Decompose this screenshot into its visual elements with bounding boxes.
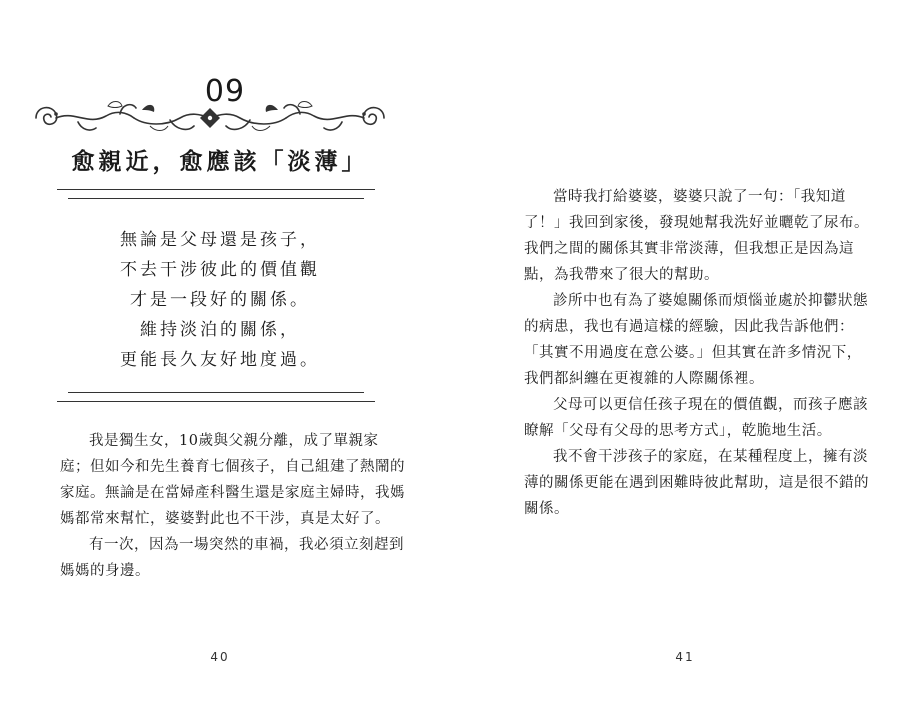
body-line: 媽都常來幫忙，婆婆對此也不干涉，真是太好了。	[60, 511, 390, 527]
chapter-title: 愈親近，愈應該「淡薄」	[71, 149, 369, 175]
quote-rule-upper	[68, 392, 364, 393]
epigraph-quote	[60, 225, 380, 375]
body-line: 診所中也有為了婆媳關係而煩惱並處於抑鬱狀態	[553, 293, 868, 309]
body-line: 的病患，我也有過這樣的經驗，因此我告訴他們：	[524, 319, 854, 335]
page-number: 41	[675, 650, 695, 664]
body-line: 家庭。無論是在當婦產科醫生還是家庭主婦時，我媽	[60, 485, 405, 501]
body-line: 有一次，因為一場突然的車禍，我必須立刻趕到	[89, 537, 404, 553]
body-line: 媽媽的身邊。	[60, 563, 150, 579]
quote-line: 才是一段好的關係。	[130, 290, 310, 310]
floral-scroll-ornament-icon	[30, 96, 390, 138]
body-line: 了！」我回到家後，發現她幫我洗好並曬乾了尿布。	[524, 215, 869, 231]
body-line: 瞭解「父母有父母的思考方式」，乾脆地生活。	[524, 423, 832, 439]
quote-line: 無論是父母還是孩子，	[120, 230, 320, 250]
body-line: 我不會干涉孩子的家庭，在某種程度上，擁有淡	[553, 449, 868, 465]
quote-rule-lower	[57, 401, 375, 402]
body-text-right	[524, 184, 869, 522]
body-line: 我們都糾纏在更複雜的人際關係裡。	[524, 371, 764, 387]
body-line: 薄的關係更能在遇到困難時彼此幫助，這是很不錯的	[524, 475, 869, 491]
title-rule-upper	[57, 189, 375, 190]
body-line: 我是獨生女，10歲與父親分離，成了單親家	[89, 433, 379, 449]
body-text-left	[60, 428, 405, 584]
body-line: 父母可以更信任孩子現在的價值觀，而孩子應該	[553, 397, 868, 413]
chapter-number: 09	[204, 74, 246, 109]
title-rule-lower	[68, 198, 364, 199]
page-number: 40	[210, 650, 230, 664]
body-line: 庭；但如今和先生養育七個孩子，自己組建了熱鬧的	[60, 459, 405, 475]
quote-line: 更能長久友好地度過。	[120, 350, 320, 370]
right-page	[450, 0, 900, 712]
body-line: 我們之間的關係其實非常淡薄，但我想正是因為這	[524, 241, 854, 257]
body-line: 點，為我帶來了很大的幫助。	[524, 267, 719, 283]
body-line: 當時我打給婆婆，婆婆只說了一句：「我知道	[553, 189, 846, 205]
body-line: 關係。	[524, 501, 569, 517]
quote-line: 維持淡泊的關係，	[140, 320, 300, 340]
body-line: 「其實不用過度在意公婆。」但其實在許多情況下，	[524, 345, 862, 361]
quote-line: 不去干涉彼此的價值觀	[120, 260, 320, 280]
